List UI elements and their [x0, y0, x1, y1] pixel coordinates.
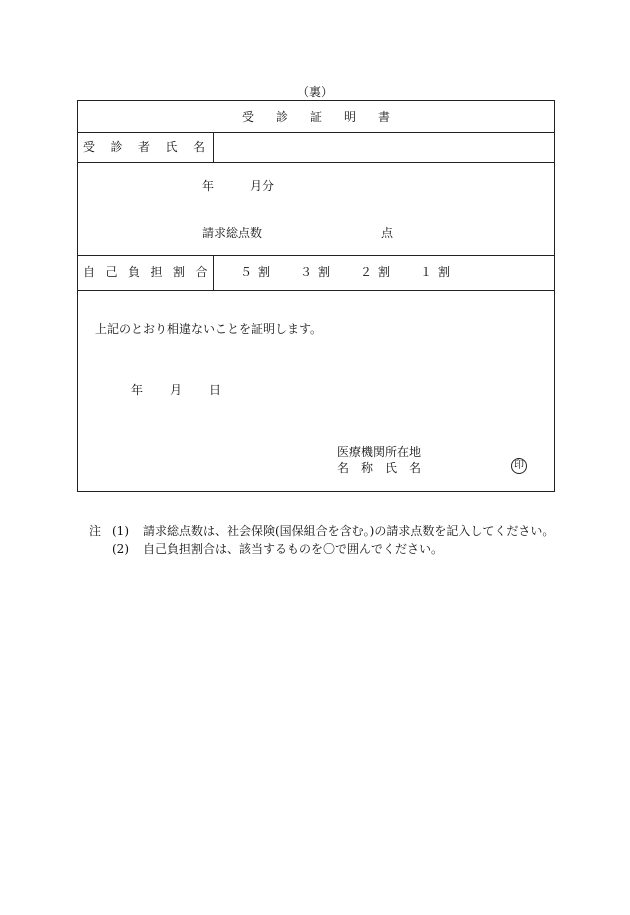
- note-text: 自己負担割合は、該当するものを〇で囲んでください。: [143, 542, 444, 556]
- seal-icon: 印: [511, 458, 527, 474]
- copay-option-2: ２割: [360, 265, 397, 279]
- side-label: （裏）: [296, 85, 333, 99]
- date-day: 日: [209, 383, 222, 397]
- copay-option-3: ３割: [300, 265, 337, 279]
- institution-address-label: 医療機関所在地: [337, 445, 422, 459]
- copay-option-1: １割: [420, 265, 457, 279]
- note-number: (1): [112, 524, 129, 538]
- date-month: 月: [170, 383, 183, 397]
- year-month-label: 年 月分: [202, 179, 275, 193]
- date-year: 年: [131, 383, 144, 397]
- copay-option-5: ５割: [240, 265, 277, 279]
- note-text: 請求総点数は、社会保険(国保組合を含む。)の請求点数を記入してください。: [143, 524, 555, 538]
- certificate-form: [77, 100, 555, 492]
- row-divider: [78, 132, 554, 133]
- row-divider: [78, 255, 554, 256]
- row-divider: [78, 290, 554, 291]
- points-unit: 点: [381, 226, 394, 240]
- institution-name-label: 名称氏名: [337, 461, 434, 475]
- patient-name-label: 受診者氏名: [83, 140, 221, 154]
- note-number: (2): [112, 542, 129, 556]
- copay-options: [240, 266, 480, 278]
- document-title: 受診証明書: [241, 110, 412, 124]
- copay-ratio-label: 自己負担割合: [83, 265, 219, 279]
- certification-date: [131, 384, 248, 396]
- notes-prefix: 注: [89, 524, 102, 538]
- certification-text: 上記のとおり相違ないことを証明します。: [95, 322, 323, 336]
- row-divider: [78, 162, 554, 163]
- claim-points-label: 請求総点数: [202, 226, 263, 240]
